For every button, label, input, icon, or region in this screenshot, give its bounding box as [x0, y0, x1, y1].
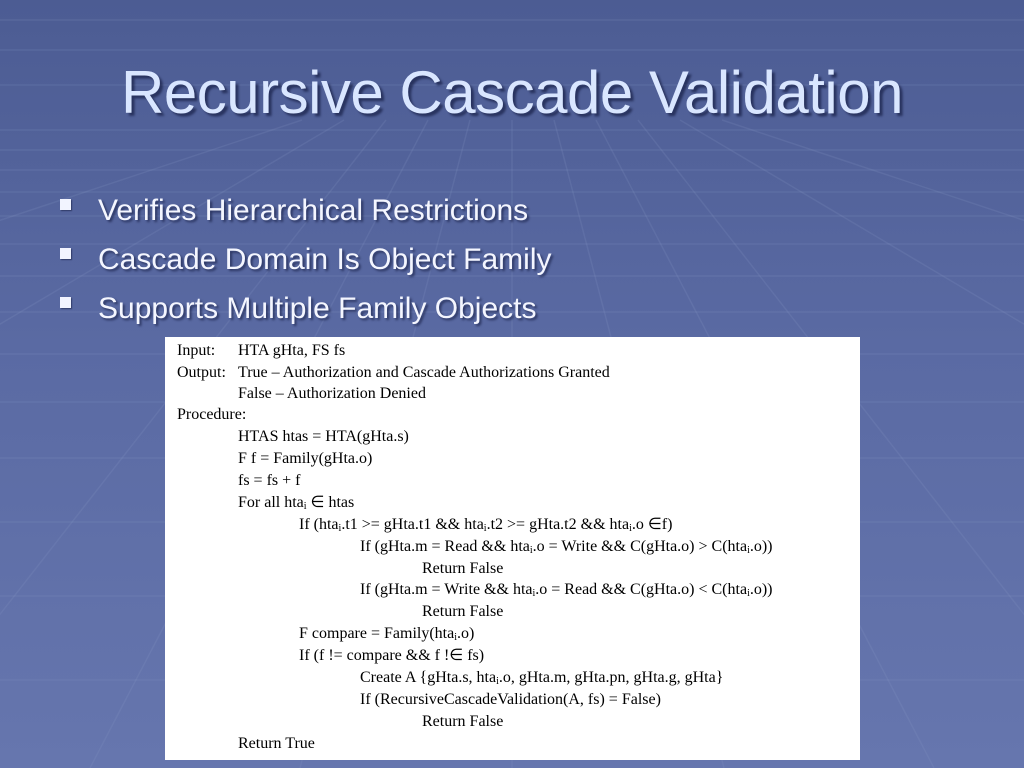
code-line: fs = fs + f [238, 472, 301, 489]
output-true: True – Authorization and Cascade Authorizations Granted [238, 364, 610, 381]
code-line: If (hta$_i$.t1 >= gHta.t1 && hta$_i$.t2 >= gHta.t2 && hta$_i$.o ∈f) [299, 516, 673, 534]
procedure-label: Procedure: [177, 406, 247, 423]
bullet-list [60, 186, 552, 333]
code-line: Create A {gHta.s, hta$_i$.o, gHta.m, gHta.pn, gHta.g, gHta} [360, 669, 724, 687]
bullet-text: Verifies Hierarchical Restrictions [98, 193, 529, 227]
bullet-item [60, 235, 552, 284]
code-line: Return False [422, 603, 504, 620]
bullet-text: Supports Multiple Family Objects [98, 291, 537, 325]
square-bullet-icon [60, 248, 71, 259]
code-line: If (f != compare && f !∈ fs) [299, 647, 485, 664]
code-line: HTAS htas = HTA(gHta.s) [238, 428, 409, 445]
code-line: Return False [422, 713, 504, 730]
code-line: Return False [422, 560, 504, 577]
bullet-item [60, 284, 552, 333]
bullet-item [60, 186, 552, 235]
square-bullet-icon [60, 199, 71, 210]
code-line: If (RecursiveCascadeValidation(A, fs) = False) [360, 691, 661, 708]
code-line: If (gHta.m = Read && hta$_i$.o = Write && C(gHta.o) > C(hta$_i$.o)) [360, 538, 773, 556]
code-line: F f = Family(gHta.o) [238, 450, 373, 467]
output-false: False – Authorization Denied [238, 385, 426, 402]
output-line: Output: [177, 364, 226, 381]
bullet-text: Cascade Domain Is Object Family [98, 242, 552, 276]
code-line: If (gHta.m = Write && hta$_i$.o = Read && C(gHta.o) < C(hta$_i$.o)) [360, 581, 773, 599]
code-line: For all hta$_i$ ∈ htas [238, 494, 355, 512]
input-line: Input: [177, 342, 216, 359]
algorithm-figure [165, 337, 860, 760]
square-bullet-icon [60, 297, 71, 308]
input-value: HTA gHta, FS fs [238, 342, 346, 359]
slide-title: Recursive Cascade Validation [121, 59, 903, 126]
code-line: Return True [238, 735, 315, 752]
code-line: F compare = Family(hta$_i$.o) [299, 625, 475, 643]
